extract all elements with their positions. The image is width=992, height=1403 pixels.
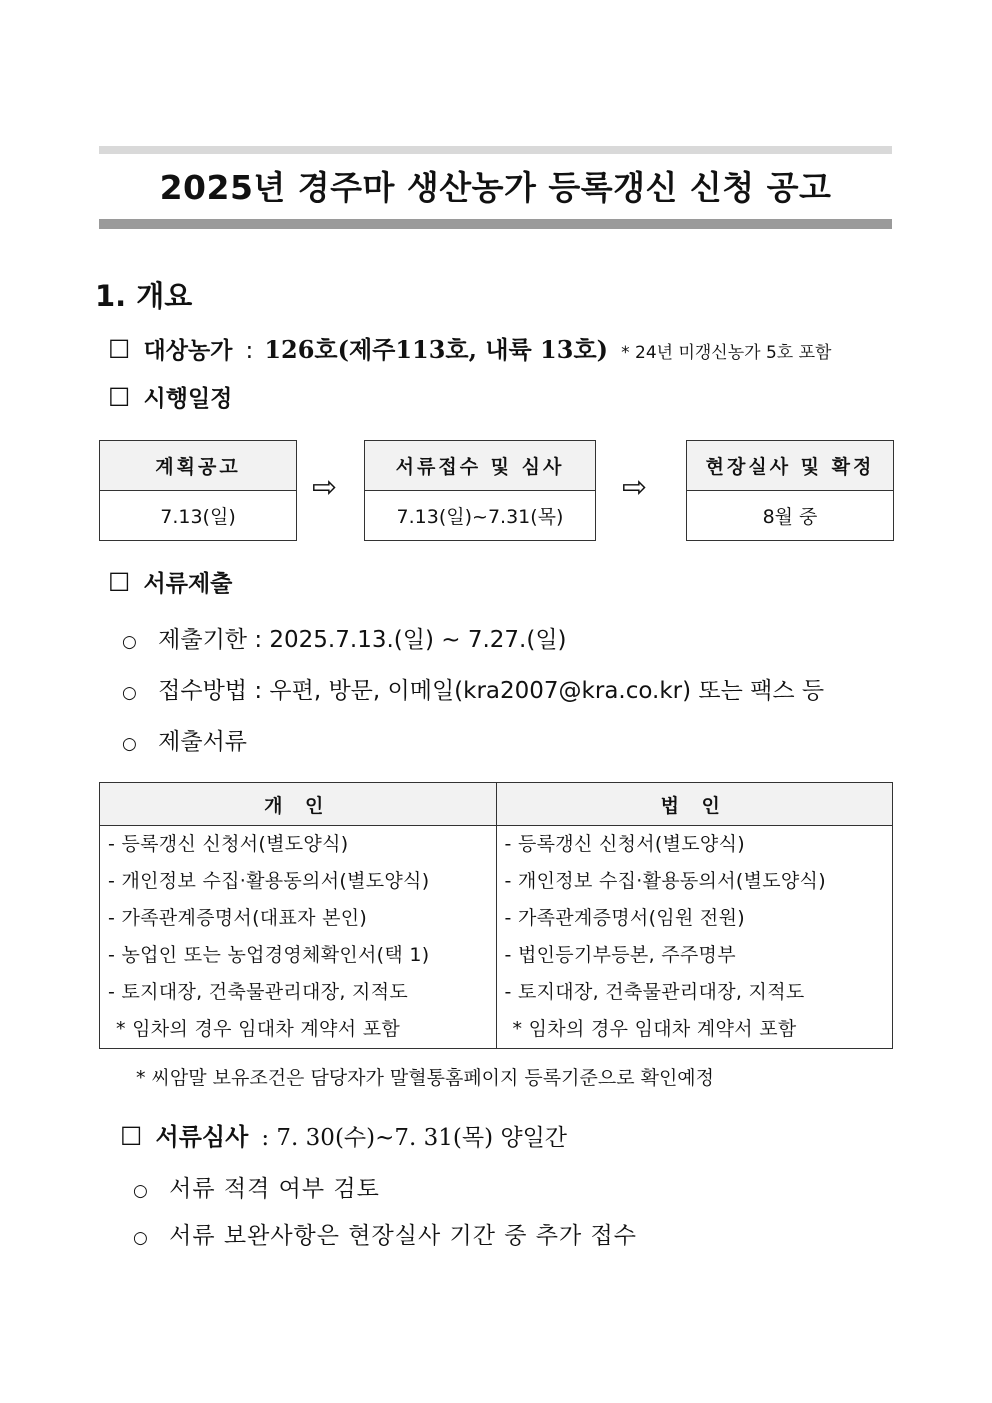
table-header-individual: 개 인 <box>100 783 497 826</box>
target-farms-label: 대상농가 <box>143 338 233 364</box>
flow-step-inspection <box>686 440 894 541</box>
review-item-text: 서류 보완사항은 현장실사 기간 중 추가 접수 <box>169 1223 637 1249</box>
right-arrow-icon: ⇨ <box>622 470 648 505</box>
review-item <box>133 1170 380 1203</box>
list-item: - 가족관계증명서(대표자 본인) <box>108 907 368 929</box>
schedule-label: 시행일정 <box>143 386 233 412</box>
list-item: - 농업인 또는 농업경영체확인서(택 1) <box>108 944 430 966</box>
title-top-rule <box>99 146 892 154</box>
submission-item <box>122 672 824 705</box>
table-footnote: * 씨암말 보유조건은 담당자가 말혈통홈페이지 등록기준으로 확인예정 <box>136 1067 715 1089</box>
title-bottom-rule <box>99 219 892 229</box>
list-item: * 임차의 경우 임대차 계약서 포함 <box>512 1018 797 1040</box>
schedule-line <box>108 380 232 413</box>
flow-step-body: 7.13(일) <box>160 506 236 528</box>
flow-step-body: 8월 중 <box>762 506 818 528</box>
bullet-icon: ○ <box>133 1228 148 1248</box>
checkbox-icon: ☐ <box>108 335 131 364</box>
right-arrow-icon: ⇨ <box>312 470 338 505</box>
bullet-icon: ○ <box>122 632 137 652</box>
submission-item <box>122 621 567 654</box>
list-item: - 등록갱신 신청서(별도양식) <box>108 833 349 855</box>
review-heading-line <box>120 1117 567 1152</box>
list-item: - 토지대장, 건축물관리대장, 지적도 <box>504 981 805 1003</box>
target-farms-line <box>108 330 831 365</box>
review-label: 서류심사 <box>155 1123 249 1151</box>
page-title: 2025년 경주마 생산농가 등록갱신 신청 공고 <box>159 168 832 207</box>
list-item: * 임차의 경우 임대차 계약서 포함 <box>116 1018 401 1040</box>
submission-item <box>122 723 247 756</box>
bullet-icon: ○ <box>122 683 137 703</box>
review-item-text: 서류 적격 여부 검토 <box>169 1176 380 1202</box>
list-item: - 가족관계증명서(임원 전원) <box>504 907 745 929</box>
list-item: - 토지대장, 건축물관리대장, 지적도 <box>108 981 409 1003</box>
bullet-icon: ○ <box>122 734 137 754</box>
table-header-corporate: 법 인 <box>496 783 893 826</box>
review-item <box>133 1217 637 1250</box>
target-colon: : <box>245 338 254 364</box>
section-heading-overview: 1. 개요 <box>95 279 193 313</box>
review-period: : 7. 30(수)~7. 31(목) 양일간 <box>261 1125 568 1151</box>
target-farms-value: 126호(제주113호, 내륙 13호) <box>264 335 608 364</box>
checkbox-icon: ☐ <box>120 1122 143 1151</box>
checkbox-icon: ☐ <box>108 568 131 597</box>
flow-step-head: 현장실사 및 확정 <box>687 441 893 491</box>
submission-deadline: 제출기한 : 2025.7.13.(일) ~ 7.27.(일) <box>158 627 567 653</box>
submission-heading-line <box>108 565 232 598</box>
flow-step-plan <box>99 440 297 541</box>
flow-step-document-review <box>364 440 596 541</box>
list-item: - 법인등기부등본, 주주명부 <box>504 944 736 966</box>
bullet-icon: ○ <box>133 1181 148 1201</box>
target-farms-note: * 24년 미갱신농가 5호 포함 <box>621 343 832 363</box>
individual-docs-cell <box>100 826 497 1049</box>
submission-method: 접수방법 : 우편, 방문, 이메일(kra2007@kra.co.kr) 또는 팩스 등 <box>158 678 825 704</box>
flow-step-head: 계획공고 <box>100 441 296 491</box>
corporate-docs-cell <box>496 826 893 1049</box>
list-item: - 개인정보 수집·활용동의서(별도양식) <box>504 870 826 892</box>
list-item: - 등록갱신 신청서(별도양식) <box>504 833 745 855</box>
submission-label: 서류제출 <box>143 571 233 597</box>
flow-step-head: 서류접수 및 심사 <box>365 441 595 491</box>
flow-step-body: 7.13(일)~7.31(목) <box>396 506 564 528</box>
list-item: - 개인정보 수집·활용동의서(별도양식) <box>108 870 430 892</box>
checkbox-icon: ☐ <box>108 383 131 412</box>
submission-documents: 제출서류 <box>158 729 248 755</box>
documents-table <box>99 782 893 1049</box>
